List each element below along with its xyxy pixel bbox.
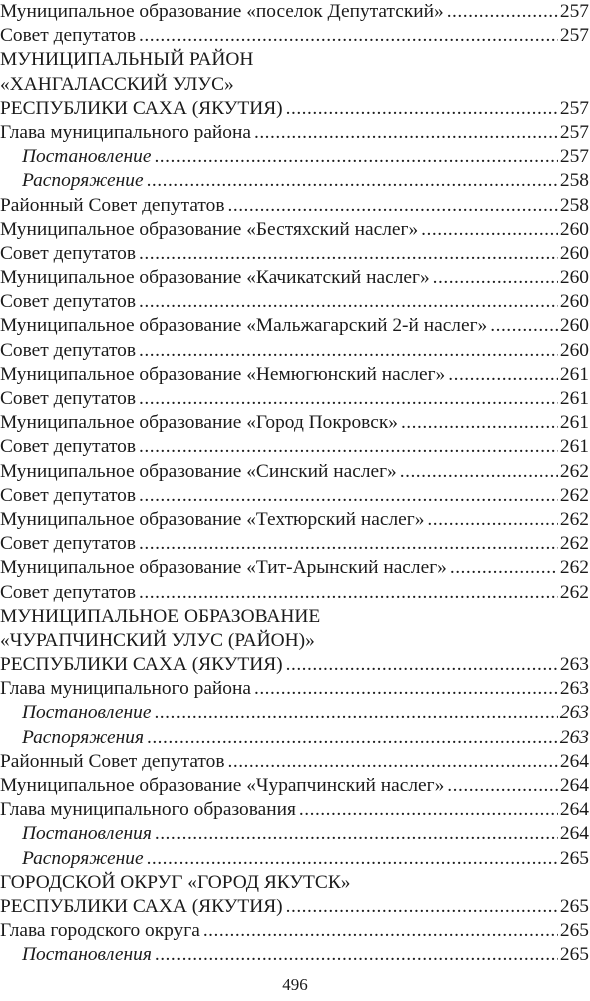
toc-section-heading: МУНИЦИПАЛЬНОЕ ОБРАЗОВАНИЕ: [0, 605, 321, 627]
toc-subentry: [0, 822, 590, 846]
toc-entry: [0, 532, 590, 556]
toc-entry-label: Районный Совет депутатов: [0, 750, 225, 772]
toc-entry-label: Муниципальное образование «Город Покровск»: [0, 412, 398, 434]
toc-entry-label: Распоряжения: [22, 726, 144, 748]
toc-entry: [0, 266, 590, 290]
dot-leader: [139, 581, 558, 605]
toc-entry: [0, 24, 590, 48]
toc-entry: [0, 677, 590, 701]
toc-page-number: 257: [559, 25, 589, 47]
toc-entry: [0, 435, 590, 459]
toc-entry-label: Глава муниципального образования: [0, 799, 296, 821]
dot-leader: [155, 943, 558, 967]
toc-entry-label: Муниципальное образование «Мальжагарский 2-й наслег»: [0, 315, 488, 337]
toc-page-number: 258: [559, 170, 589, 192]
toc-page-number: 261: [559, 436, 589, 458]
toc-entry-label: Совет депутатов: [0, 533, 137, 555]
dot-leader: [286, 97, 558, 121]
toc-entry: [0, 242, 590, 266]
toc-page-number: 261: [559, 363, 589, 385]
toc-entry: [0, 774, 590, 798]
toc-page-number: 265: [559, 847, 589, 869]
toc-entry-label: Постановления: [22, 944, 152, 966]
toc-entry-label: Совет депутатов: [0, 291, 137, 313]
dot-leader: [147, 847, 558, 871]
toc-page-number: 263: [559, 654, 589, 676]
toc-entry-label: Постановление: [22, 702, 152, 724]
dot-leader: [490, 314, 558, 338]
dot-leader: [286, 653, 558, 677]
dot-leader: [254, 121, 558, 145]
toc-entry-label: Муниципальное образование «Немюгюнский наслег»: [0, 363, 446, 385]
dot-leader: [139, 532, 558, 556]
toc-section-heading: МУНИЦИПАЛЬНЫЙ РАЙОН: [0, 49, 254, 71]
toc-entry: [0, 798, 590, 822]
toc-page-number: 264: [559, 750, 589, 772]
dot-leader: [139, 290, 558, 314]
dot-leader: [427, 508, 558, 532]
toc-entry-label: Совет депутатов: [0, 484, 137, 506]
dot-leader: [447, 774, 558, 798]
toc-entry: [0, 387, 590, 411]
dot-leader: [139, 242, 558, 266]
dot-leader: [433, 266, 558, 290]
toc-entry: [0, 919, 590, 943]
page-number: 496: [282, 975, 308, 994]
toc-subentry: [0, 943, 590, 967]
dot-leader: [155, 822, 558, 846]
toc-subentry: [0, 701, 590, 725]
dot-leader: [401, 411, 558, 435]
toc-page-number: 262: [559, 508, 589, 530]
toc-page-number: 262: [559, 460, 589, 482]
toc-page-number: 265: [559, 920, 589, 942]
toc-page-number: 260: [559, 218, 589, 240]
toc-entry-label: Глава муниципального района: [0, 678, 251, 700]
toc-subentry: [0, 145, 590, 169]
toc-page-number: 265: [559, 895, 589, 917]
toc-entry: [0, 194, 590, 218]
toc-entry-label: Совет депутатов: [0, 436, 137, 458]
toc-entry-label: Постановление: [22, 146, 152, 168]
dot-leader: [139, 484, 558, 508]
dot-leader: [147, 169, 558, 193]
dot-leader: [254, 677, 558, 701]
toc-entry: [0, 97, 590, 121]
toc-entry-label: Постановления: [22, 823, 152, 845]
toc-entry-label: Муниципальное образование «Чурапчинский наслег»: [0, 775, 445, 796]
toc-entry-label: Совет депутатов: [0, 339, 137, 361]
toc-entry-label: РЕСПУБЛИКИ САХА (ЯКУТИЯ): [0, 97, 283, 119]
toc-subentry: [0, 726, 590, 750]
dot-leader: [139, 339, 558, 363]
toc-entry: [0, 0, 590, 24]
toc-page-number: 257: [559, 97, 589, 119]
toc-page-number: 263: [559, 726, 589, 748]
toc-entry-label: РЕСПУБЛИКИ САХА (ЯКУТИЯ): [0, 895, 283, 917]
toc-page-number: 263: [559, 702, 589, 724]
toc-page-number: 264: [559, 799, 589, 821]
dot-leader: [228, 750, 558, 774]
toc-page-number: 260: [559, 315, 589, 337]
toc-page-number: 258: [559, 194, 589, 216]
toc-entry: [0, 581, 590, 605]
dot-leader: [139, 24, 558, 48]
toc-entry-label: Муниципальное образование «Тит-Арынский наслег»: [0, 557, 447, 579]
toc-page-number: 261: [559, 412, 589, 434]
toc-page-number: 262: [559, 581, 589, 603]
toc-entry-label: Районный Совет депутатов: [0, 194, 225, 216]
dot-leader: [139, 387, 558, 411]
toc-entry-label: Распоряжение: [22, 847, 144, 869]
dot-leader: [448, 363, 558, 387]
toc-entry-label: Глава муниципального района: [0, 121, 251, 143]
toc-page-number: 261: [559, 388, 589, 409]
dot-leader: [421, 218, 558, 242]
toc-page-number: 262: [559, 533, 589, 555]
toc-entry-label: Совет депутатов: [0, 242, 137, 264]
toc-page-number: 263: [559, 678, 589, 700]
toc-entry-label: Совет депутатов: [0, 581, 137, 603]
toc-page-number: 260: [559, 267, 589, 289]
dot-leader: [447, 0, 558, 24]
toc-entry: [0, 508, 590, 532]
toc-entry: [0, 339, 590, 363]
toc-page-number: 257: [559, 121, 589, 143]
toc-entry: [0, 653, 590, 677]
toc-page-number: 264: [559, 823, 589, 845]
toc-entry: [0, 484, 590, 508]
toc-subentry: [0, 169, 590, 193]
toc-entry-label: Совет депутатов: [0, 25, 137, 47]
toc-page-number: 262: [559, 557, 589, 579]
toc-page-number: 260: [559, 291, 589, 313]
toc-entry: [0, 460, 590, 484]
toc-entry-label: Муниципальное образование «Качикатский наслег»: [0, 267, 430, 289]
toc-entry: [0, 411, 590, 435]
toc-entry: [0, 121, 590, 145]
toc-entry-label: Муниципальное образование «Техтюрский наслег»: [0, 508, 425, 530]
dot-leader: [400, 460, 558, 484]
toc-entry-label: Глава городского округа: [0, 920, 200, 942]
dot-leader: [286, 895, 558, 919]
toc-entry: [0, 290, 590, 314]
toc-entry-label: Совет депутатов: [0, 388, 137, 409]
toc-entry: [0, 750, 590, 774]
toc-entry-label: Муниципальное образование «Бестяхский наслег»: [0, 218, 419, 240]
toc-entry-label: РЕСПУБЛИКИ САХА (ЯКУТИЯ): [0, 654, 283, 676]
toc-page-number: 260: [559, 339, 589, 361]
toc-entry-label: Муниципальное образование «поселок Депутатский»: [0, 1, 444, 22]
toc-page-number: 262: [559, 484, 589, 506]
toc-page-number: 265: [559, 944, 589, 966]
toc-page-number: 264: [559, 775, 589, 796]
toc-entry: [0, 218, 590, 242]
dot-leader: [450, 556, 558, 580]
toc-entry-label: Распоряжение: [22, 170, 144, 192]
dot-leader: [228, 194, 558, 218]
toc-page-number: 257: [559, 146, 589, 168]
toc-entry: [0, 363, 590, 387]
toc-section-heading: «ХАНГАЛАССКИЙ УЛУС»: [0, 73, 234, 95]
toc-entry-label: Муниципальное образование «Синский наслег»: [0, 460, 397, 482]
toc-page-number: 260: [559, 242, 589, 264]
dot-leader: [203, 919, 558, 943]
toc-entry: [0, 314, 590, 338]
dot-leader: [147, 726, 558, 750]
toc-section-heading: ГОРОДСКОЙ ОКРУГ «ГОРОД ЯКУТСК»: [0, 871, 351, 893]
toc-page-number: 257: [559, 1, 589, 22]
toc-entry: [0, 895, 590, 919]
toc-entry: [0, 556, 590, 580]
toc-subentry: [0, 847, 590, 871]
toc-section-heading: «ЧУРАПЧИНСКИЙ УЛУС (РАЙОН)»: [0, 629, 315, 651]
dot-leader: [139, 435, 558, 459]
dot-leader: [299, 798, 558, 822]
dot-leader: [154, 701, 557, 725]
dot-leader: [154, 145, 557, 169]
